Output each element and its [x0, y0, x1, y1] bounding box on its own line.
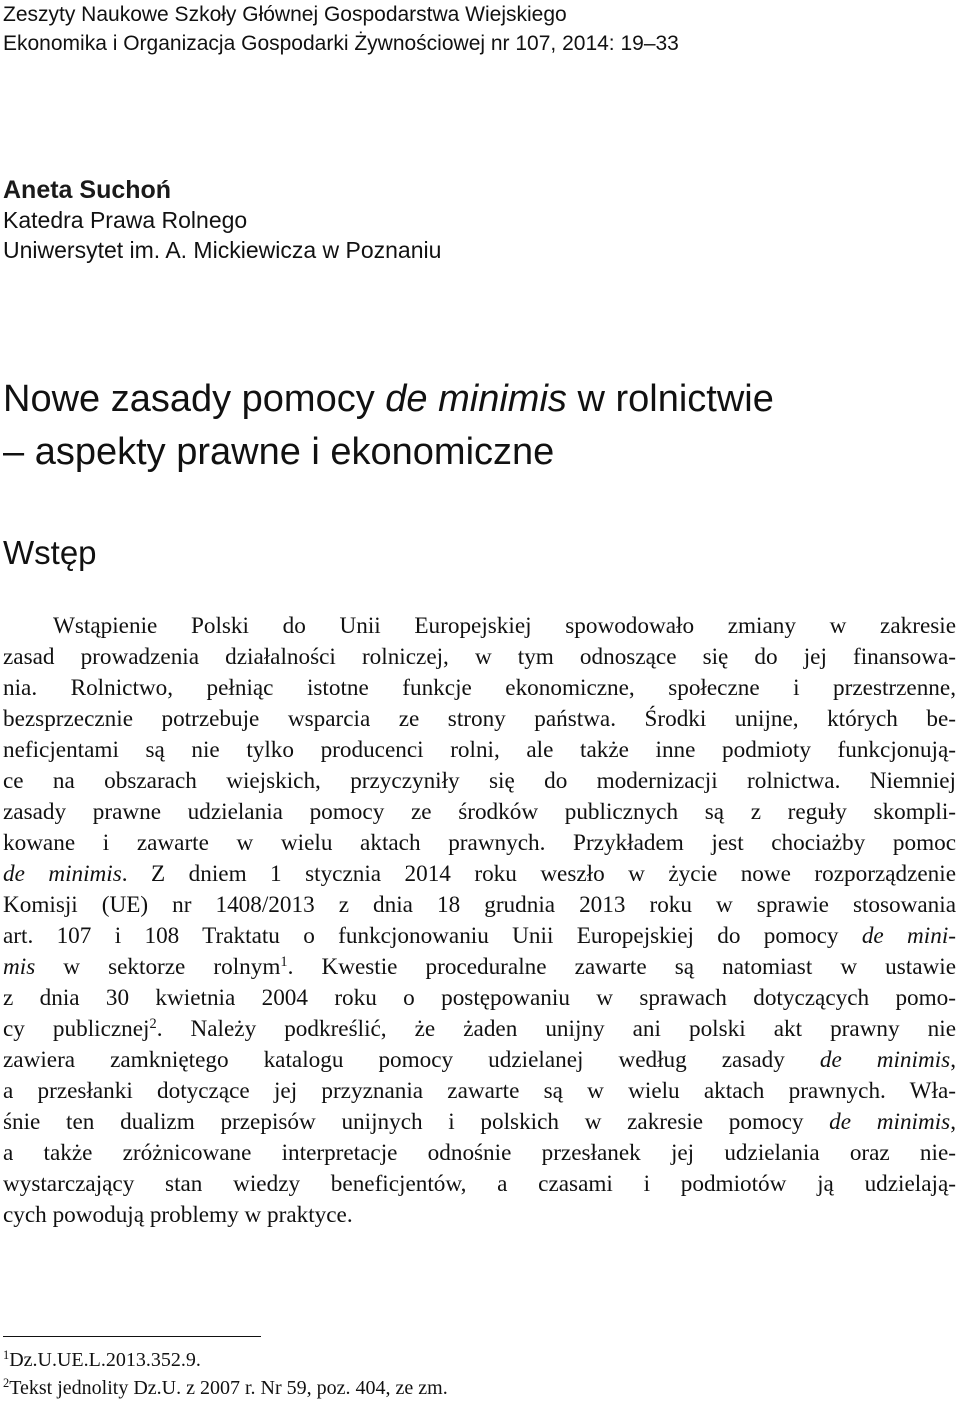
body-line: de minimis. Z dniem 1 stycznia 2014 roku weszło w życie nowe rozporządzenie [3, 861, 956, 887]
body-line: ce na obszarach wiejskich, przyczyniły się do modernizacji rolnictwa. Niemniej [3, 768, 956, 794]
article-title [3, 373, 774, 479]
footnote-2 [3, 1375, 448, 1401]
title-line-2: – aspekty prawne i ekonomiczne [3, 431, 555, 473]
footnote-ref-2[interactable]: 2 [149, 1016, 157, 1033]
body-line: zawiera zamkniętego katalogu pomocy udzielanej według zasady de minimis, [3, 1047, 956, 1073]
author-name: Aneta Suchoń [3, 176, 172, 204]
footnote-text: Dz.U.UE.L.2013.352.9. [9, 1349, 201, 1371]
journal-header [3, 0, 679, 58]
body-line: śnie ten dualizm przepisów unijnych i polskich w zakresie pomocy de minimis, [3, 1109, 956, 1135]
body-line: Wstąpienie Polski do Unii Europejskiej spowodowało zmiany w zakresie [53, 613, 956, 639]
journal-issue: Ekonomika i Organizacja Gospodarki Żywnościowej nr 107, 2014: 19–33 [3, 32, 679, 55]
footnote-text: Tekst jednolity Dz.U. z 2007 r. Nr 59, poz. 404, ze zm. [9, 1377, 448, 1399]
footnote-1 [3, 1347, 201, 1373]
title-line-1: Nowe zasady pomocy de minimis w rolnictwie [3, 378, 774, 420]
body-line: art. 107 i 108 Traktatu o funkcjonowaniu Unii Europejskiej do pomocy de mini- [3, 923, 956, 949]
author-department: Katedra Prawa Rolnego [3, 207, 248, 233]
body-line: z dnia 30 kwietnia 2004 roku o postępowaniu w sprawach dotyczących pomo- [3, 985, 956, 1011]
body-line: a przesłanki dotyczące jej przyznania zawarte są w wielu aktach prawnych. Wła- [3, 1078, 956, 1104]
author-block [3, 175, 441, 265]
body-line: Komisji (UE) nr 1408/2013 z dnia 18 grudnia 2013 roku w sprawie stosowania [3, 892, 956, 918]
body-line: neficjentami są nie tylko producenci rolni, ale także inne podmioty funkcjonują- [3, 737, 956, 763]
body-line: a także zróżnicowane interpretacje odnośnie przesłanek jej udzielania oraz nie- [3, 1140, 956, 1166]
footnote-ref-1[interactable]: 1 [280, 954, 288, 971]
footnote-divider [3, 1336, 261, 1337]
body-line: bezsprzecznie potrzebuje wsparcia ze strony państwa. Środki unijne, których be- [3, 706, 956, 732]
body-line: cych powodują problemy w praktyce. [3, 1202, 353, 1228]
body-line: nia. Rolnictwo, pełniąc istotne funkcje ekonomiczne, społeczne i przestrzenne, [3, 675, 956, 701]
footnote-mark: 2 [3, 1376, 10, 1391]
body-line: zasady prawne udzielania pomocy ze środków publicznych są z reguły skompli- [3, 799, 956, 825]
footnote-mark: 1 [3, 1348, 10, 1363]
section-heading: Wstęp [3, 534, 97, 571]
journal-name: Zeszyty Naukowe Szkoły Głównej Gospodarstwa Wiejskiego [3, 3, 567, 26]
body-line: wystarczający stan wiedzy beneficjentów, a czasami i podmiotów ją udzielają- [3, 1171, 956, 1197]
body-line: kowane i zawarte w wielu aktach prawnych. Przykładem jest chociażby pomoc [3, 830, 956, 856]
author-university: Uniwersytet im. A. Mickiewicza w Poznaniu [3, 237, 442, 263]
body-line: mis w sektorze rolnym$^1$. Kwestie proceduralne zawarte są natomiast w ustawie [3, 954, 956, 980]
body-line: zasad prowadzenia działalności rolniczej, w tym odnoszące się do jej finansowa- [3, 644, 956, 670]
body-line: cy publicznej$^2$. Należy podkreślić, że żaden unijny ani polski akt prawny nie [3, 1016, 956, 1042]
